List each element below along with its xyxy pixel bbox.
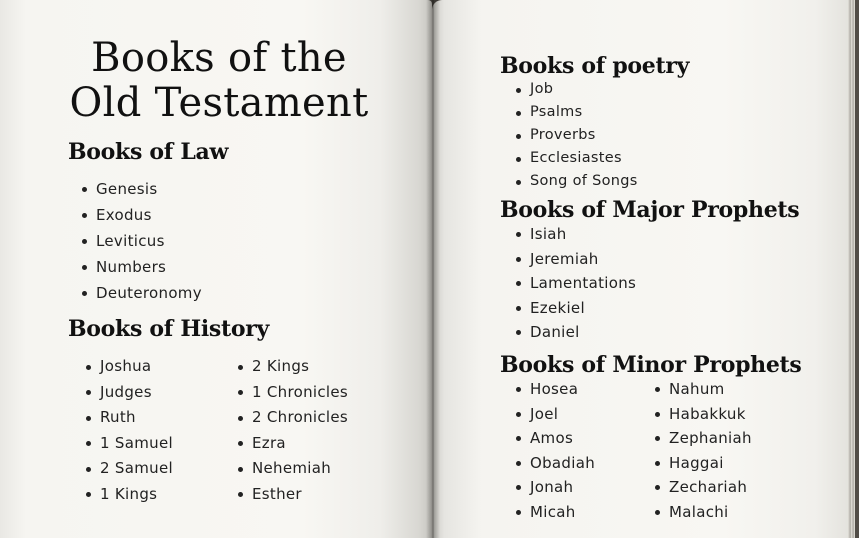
list-item: Ecclesiastes [516, 147, 638, 170]
book-spine-shadow [426, 0, 440, 538]
list-item: Lamentations [516, 271, 636, 296]
list-item: Psalms [516, 101, 638, 124]
list-item: Nahum [655, 377, 752, 402]
history-list-column-2 [238, 354, 348, 507]
list-item: Genesis [82, 176, 202, 202]
list-item: Leviticus [82, 228, 202, 254]
list-item: Numbers [82, 254, 202, 280]
list-item: Exodus [82, 202, 202, 228]
minor-prophets-list-column-2 [655, 377, 752, 524]
list-item: Micah [516, 500, 595, 525]
list-item: 1 Samuel [86, 431, 173, 457]
minor-prophets-list-column-1 [516, 377, 595, 524]
list-item: Isiah [516, 222, 636, 247]
list-item: Obadiah [516, 451, 595, 476]
list-item: 1 Kings [86, 482, 173, 508]
right-page [432, 0, 848, 538]
list-item: Ruth [86, 405, 173, 431]
list-item: Joshua [86, 354, 173, 380]
major-prophets-heading: Books of Major Prophets [500, 197, 800, 223]
list-item: 2 Chronicles [238, 405, 348, 431]
list-item: Daniel [516, 320, 636, 345]
list-item: Song of Songs [516, 170, 638, 193]
page-title [0, 36, 438, 126]
list-item: Amos [516, 426, 595, 451]
minor-prophets-heading: Books of Minor Prophets [500, 352, 802, 378]
history-list-column-1 [86, 354, 173, 507]
law-list [82, 176, 202, 306]
major-prophets-list [516, 222, 636, 345]
law-heading: Books of Law [68, 139, 229, 165]
list-item: Job [516, 78, 638, 101]
list-item: 1 Chronicles [238, 380, 348, 406]
list-item: 2 Kings [238, 354, 348, 380]
list-item: Ezra [238, 431, 348, 457]
list-item: Zechariah [655, 475, 752, 500]
list-item: Jonah [516, 475, 595, 500]
list-item: Deuteronomy [82, 280, 202, 306]
list-item: Judges [86, 380, 173, 406]
list-item: Jeremiah [516, 247, 636, 272]
list-item: Malachi [655, 500, 752, 525]
list-item: Esther [238, 482, 348, 508]
title-line-1: Books of the [91, 35, 347, 81]
list-item: Haggai [655, 451, 752, 476]
history-heading: Books of History [68, 316, 269, 342]
list-item: Zephaniah [655, 426, 752, 451]
title-line-2: Old Testament [69, 80, 369, 126]
poetry-list [516, 78, 638, 193]
book-cover-edge [855, 0, 859, 538]
list-item: Ezekiel [516, 296, 636, 321]
list-item: Nehemiah [238, 456, 348, 482]
list-item: 2 Samuel [86, 456, 173, 482]
list-item: Proverbs [516, 124, 638, 147]
list-item: Habakkuk [655, 402, 752, 427]
poetry-heading: Books of poetry [500, 53, 690, 79]
list-item: Joel [516, 402, 595, 427]
list-item: Hosea [516, 377, 595, 402]
